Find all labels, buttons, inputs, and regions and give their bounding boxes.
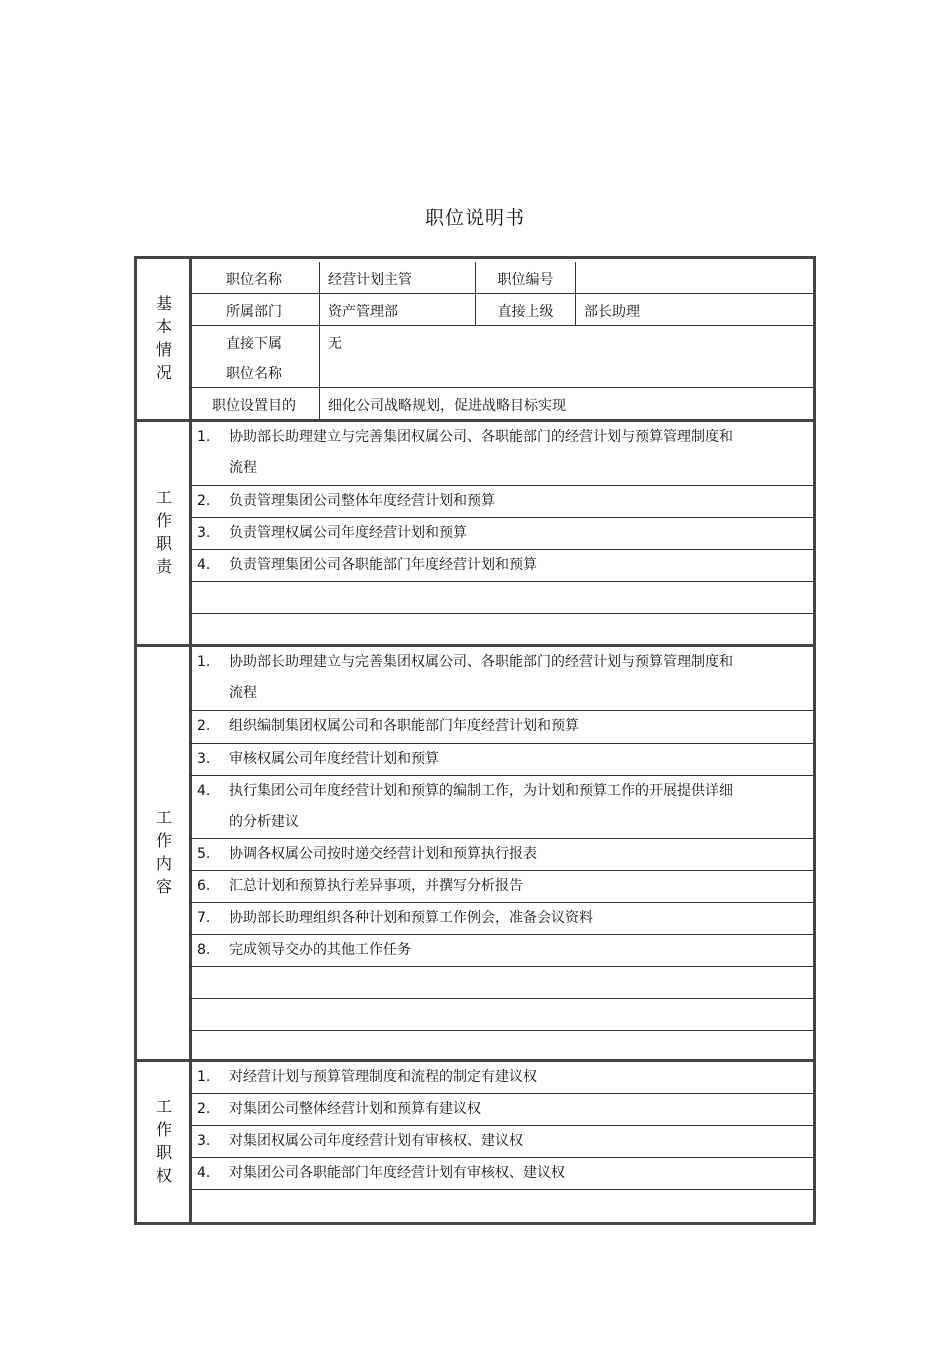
list-item: 1. 协助部长助理建立与完善集团权属公司、各职能部门的经营计划与预算管理制度和流程 xyxy=(189,647,813,711)
row-purpose xyxy=(189,388,813,419)
purpose-value: 细化公司战略规划，促进战略目标实现 xyxy=(328,398,566,414)
section-label-basic: 基本情况 xyxy=(137,259,192,422)
section-label-duties: 工作职责 xyxy=(137,422,192,647)
position-no-label: 职位编号 xyxy=(497,272,554,288)
list-item: 5. 协调各权属公司按时递交经营计划和预算执行报表 xyxy=(189,839,813,871)
purpose-label: 职位设置目的 xyxy=(212,398,296,414)
section-basic-info xyxy=(137,259,813,422)
document-title: 职位说明书 xyxy=(424,207,525,229)
list-item: 1. 协助部长助理建立与完善集团权属公司、各职能部门的经营计划与预算管理制度和流程 xyxy=(189,422,813,486)
subordinate-value: 无 xyxy=(328,336,342,352)
job-description-form xyxy=(134,256,816,1225)
superior-label: 直接上级 xyxy=(497,304,554,320)
department-label: 所属部门 xyxy=(226,304,282,320)
list-item: 4. 负责管理集团公司各职能部门年度经营计划和预算 xyxy=(189,550,813,582)
empty-row xyxy=(189,1031,813,1059)
section-label-content: 工作内容 xyxy=(137,647,192,1062)
empty-row xyxy=(189,967,813,999)
subordinate-label-line1: 直接下属 xyxy=(226,336,282,352)
list-item: 7. 协助部长助理组织各种计划和预算工作例会，准备会议资料 xyxy=(189,903,813,935)
empty-row xyxy=(189,582,813,614)
section-label-authority: 工作职权 xyxy=(137,1062,192,1225)
section-content xyxy=(137,644,813,1062)
list-item: 3. 对集团权属公司年度经营计划有审核权、建议权 xyxy=(189,1126,813,1158)
list-item: 3. 负责管理权属公司年度经营计划和预算 xyxy=(189,518,813,550)
subordinate-label-line2: 职位名称 xyxy=(226,366,282,382)
list-item: 8. 完成领导交办的其他工作任务 xyxy=(189,935,813,967)
section-duties xyxy=(137,419,813,647)
list-item: 1. 对经营计划与预算管理制度和流程的制定有建议权 xyxy=(189,1062,813,1094)
department-value: 资产管理部 xyxy=(328,304,398,320)
list-item: 2. 负责管理集团公司整体年度经营计划和预算 xyxy=(189,486,813,518)
row-subordinate xyxy=(189,326,813,388)
list-item: 4. 执行集团公司年度经营计划和预算的编制工作，为计划和预算工作的开展提供详细的分析建议 xyxy=(189,776,813,839)
empty-row xyxy=(189,614,813,644)
row-department xyxy=(189,294,813,326)
empty-row xyxy=(189,999,813,1031)
row-position-name xyxy=(189,262,813,294)
list-item: 2. 组织编制集团权属公司和各职能部门年度经营计划和预算 xyxy=(189,711,813,744)
empty-row xyxy=(189,1190,813,1222)
position-name-value: 经营计划主管 xyxy=(328,272,412,288)
section-authority xyxy=(137,1059,813,1225)
list-item: 6. 汇总计划和预算执行差异事项，并撰写分析报告 xyxy=(189,871,813,903)
position-name-label: 职位名称 xyxy=(226,272,282,288)
list-item: 3. 审核权属公司年度经营计划和预算 xyxy=(189,744,813,776)
list-item: 2. 对集团公司整体经营计划和预算有建议权 xyxy=(189,1094,813,1126)
list-item: 4. 对集团公司各职能部门年度经营计划有审核权、建议权 xyxy=(189,1158,813,1190)
superior-value: 部长助理 xyxy=(584,304,640,320)
